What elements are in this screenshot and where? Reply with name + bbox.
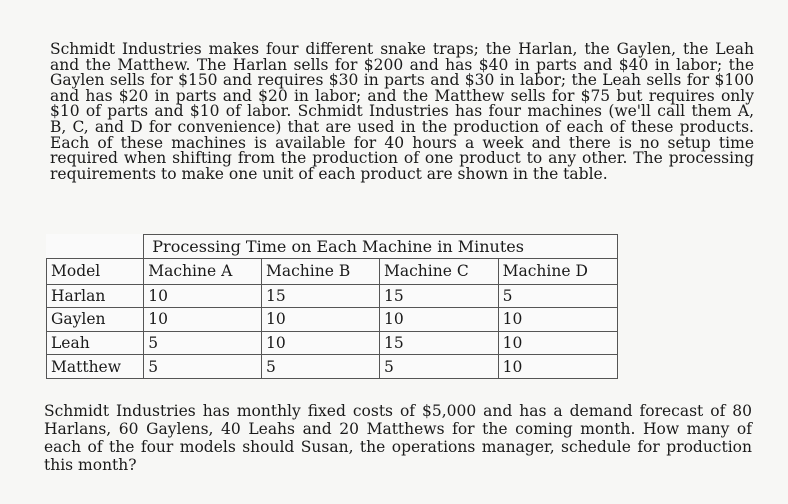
cell-machine-c: 10 xyxy=(380,308,499,332)
problem-question-paragraph: Schmidt Industries has monthly fixed costs of $5,000 and has a demand forecast of 80 Harlans, 60 Gaylens, 40 Leahs and 20 Matthews for the coming month. How many of each of the four models should Susan, the operations manager, schedule for production this month? xyxy=(44,402,752,474)
table-caption-row xyxy=(47,235,618,259)
table-row xyxy=(47,355,618,379)
table-row xyxy=(47,284,618,308)
cell-machine-c: 15 xyxy=(380,284,499,308)
cell-machine-b: 10 xyxy=(262,331,380,355)
header-machine-c: Machine C xyxy=(380,258,499,284)
cell-machine-d: 10 xyxy=(498,331,617,355)
cell-machine-d: 10 xyxy=(498,355,617,379)
cell-model: Matthew xyxy=(47,355,144,379)
cell-machine-d: 5 xyxy=(498,284,617,308)
table-corner-cell xyxy=(47,235,144,259)
cell-machine-a: 5 xyxy=(144,331,262,355)
problem-intro-paragraph: Schmidt Industries makes four different snake traps; the Harlan, the Gaylen, the Leah and the Matthew. The Harlan sells for $200 and has $40 in parts and $40 in labor; the Gaylen sells for $150 and requires $30 in parts and $30 in labor; the Leah sells for $100 and has $20 in parts and $20 in labor; and the Matthew sells for $75 but requires only $10 of parts and $10 of labor. Schmidt Industries has four machines (we'll call them A, B, C, and D for convenience) that are used in the production of each of these products. Each of these machines is available for 40 hours a week and there is no setup time required when shifting from the production of one product to any other. The processing requirements to make one unit of each product are shown in the table. xyxy=(50,40,754,183)
table-header-row xyxy=(47,258,618,284)
cell-machine-a: 10 xyxy=(144,284,262,308)
table-row xyxy=(47,331,618,355)
cell-machine-c: 15 xyxy=(380,331,499,355)
table-caption: Processing Time on Each Machine in Minutes xyxy=(144,235,618,259)
cell-machine-b: 15 xyxy=(262,284,380,308)
cell-machine-d: 10 xyxy=(498,308,617,332)
header-machine-a: Machine A xyxy=(144,258,262,284)
table-row xyxy=(47,308,618,332)
cell-machine-c: 5 xyxy=(380,355,499,379)
cell-model: Harlan xyxy=(47,284,144,308)
header-model: Model xyxy=(47,258,144,284)
cell-machine-a: 10 xyxy=(144,308,262,332)
header-machine-d: Machine D xyxy=(498,258,617,284)
cell-machine-b: 10 xyxy=(262,308,380,332)
cell-machine-a: 5 xyxy=(144,355,262,379)
cell-model: Leah xyxy=(47,331,144,355)
header-machine-b: Machine B xyxy=(262,258,380,284)
cell-model: Gaylen xyxy=(47,308,144,332)
processing-time-table xyxy=(46,234,618,379)
cell-machine-b: 5 xyxy=(262,355,380,379)
